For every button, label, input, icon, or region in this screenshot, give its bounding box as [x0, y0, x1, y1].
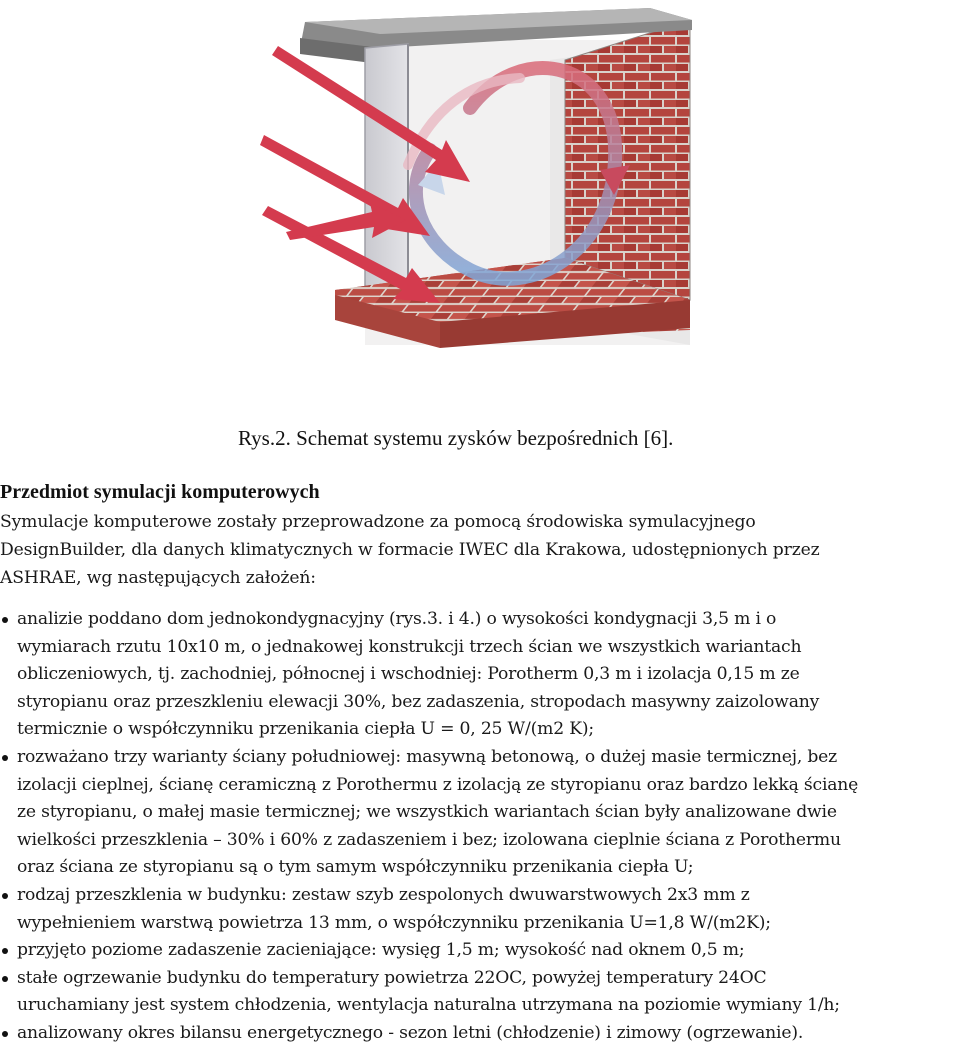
- intro-paragraph: [0, 508, 958, 592]
- list-item-line: termicznie o współczynniku przenikania ciepła U = 0, 25 W/(m2 K);: [17, 719, 594, 740]
- list-item-line: uruchamiany jest system chłodzenia, wentylacja naturalna utrzymana na poziomie wymiany 1/h;: [17, 995, 840, 1016]
- intro-line: Symulacje komputerowe zostały przeprowadzone za pomocą środowiska symulacyjnego: [0, 512, 756, 532]
- list-item-line: wielkości przeszklenia – 30% i 60% z zadaszeniem i bez; izolowana cieplnie ściana z Porothermu: [17, 829, 841, 850]
- list-item-line: styropianu oraz przeszkleniu elewacji 30%, bez zadaszenia, stropodach masywny zaizolowany: [17, 691, 820, 712]
- list-item: [0, 606, 960, 744]
- intro-line: DesignBuilder, dla danych klimatycznych w formacie IWEC dla Krakowa, udostępnionych przez: [0, 540, 820, 560]
- list-item-line: obliczeniowych, tj. zachodniej, północnej i wschodniej: Porotherm 0,3 m i izolacja 0,15 m ze: [17, 664, 800, 685]
- list-item-line: wypełnieniem warstwą powietrza 13 mm, o współczynniku przenikania U=1,8 W/(m2K);: [17, 912, 771, 933]
- direct-gain-diagram: [0, 0, 960, 400]
- section-heading: Przedmiot symulacji komputerowych: [0, 481, 320, 503]
- figure-caption: Rys.2. Schemat systemu zysków bezpośrednich [6].: [238, 426, 674, 450]
- list-item: [0, 744, 960, 882]
- list-item: [0, 1020, 960, 1048]
- list-item-line: oraz ściana ze styropianu są o tym samym współczynniku przenikania ciepła U;: [17, 857, 694, 878]
- list-item-line: rozważano trzy warianty ściany południowej: masywną betonową, o dużej masie termicznej, bez: [17, 746, 837, 767]
- list-item: [0, 882, 960, 937]
- list-item: [0, 965, 960, 1020]
- list-item-line: rodzaj przeszklenia w budynku: zestaw szyb zespolonych dwuwarstwowych 2x3 mm z: [17, 884, 750, 905]
- list-item-line: przyjęto poziome zadaszenie zacieniające: wysięg 1,5 m; wysokość nad oknem 0,5 m;: [17, 940, 745, 961]
- list-item-line: analizie poddano dom jednokondygnacyjny (rys.3. i 4.) o wysokości kondygnacji 3,5 m i o: [17, 609, 777, 629]
- list-item-line: izolacji cieplnej, ścianę ceramiczną z Porothermu z izolacją ze styropianu oraz bardzo lekką ścianę: [17, 774, 859, 795]
- intro-line: ASHRAE, wg następujących założeń:: [0, 568, 316, 588]
- assumptions-list: [0, 606, 960, 1048]
- list-item-line: analizowany okres bilansu energetycznego - sezon letni (chłodzenie) i zimowy (ogrzewanie).: [17, 1022, 804, 1043]
- list-item-line: wymiarach rzutu 10x10 m, o jednakowej konstrukcji trzech ścian we wszystkich wariantach: [17, 636, 802, 657]
- list-item-line: ze styropianu, o małej masie termicznej; we wszystkich wariantach ścian były analizowane dwie: [17, 802, 837, 823]
- list-item: [0, 937, 960, 965]
- list-item-line: stałe ogrzewanie budynku do temperatury powietrza 22OC, powyżej temperatury 24OC: [17, 967, 767, 988]
